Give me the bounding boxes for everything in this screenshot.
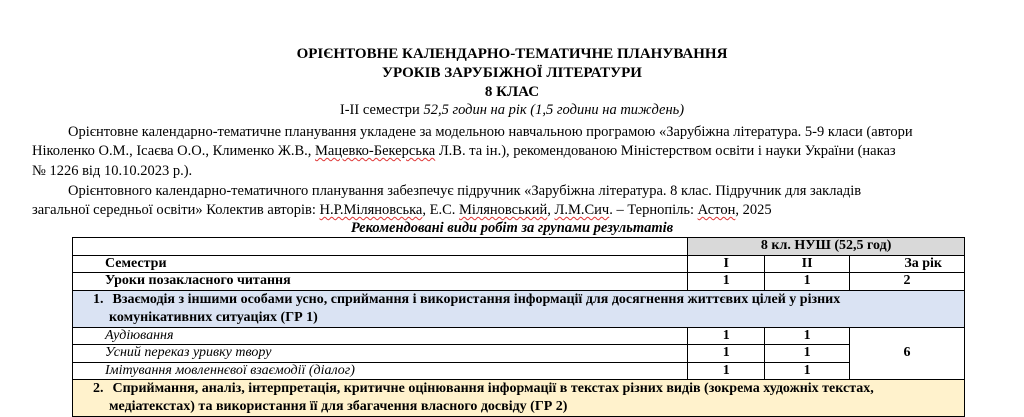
section-number: 2.: [93, 381, 104, 396]
row-c1: 1: [688, 273, 765, 291]
section-1-row: [73, 290, 965, 327]
para1-line2: [32, 143, 896, 160]
text: Л.М.Сич: [554, 202, 610, 218]
table-caption: Рекомендовані види робіт за групами результатів: [350, 220, 674, 236]
row-label: Уроки позакласного читання: [73, 273, 688, 291]
hours-prefix: І-ІІ семестри: [339, 102, 420, 118]
semesters-label: Семестри: [73, 255, 688, 273]
semester-2-header: ІІ: [765, 255, 850, 273]
semester-1-header: І: [688, 255, 765, 273]
doc-title-grade: 8 КЛАС: [484, 84, 540, 100]
section-text: медіатекстах) та використання її для збагачення власного досвіду (ГР 2): [109, 399, 568, 414]
row-c1: 1: [688, 362, 765, 380]
row-c1: 1: [688, 345, 765, 363]
row-c1: 1: [688, 327, 765, 345]
text: Мацевко-Бекерська: [315, 143, 436, 159]
section-text: Взаємодія з іншими особами усно, сприймання і використання інформації для досягнення життєвих цілей у різних: [112, 291, 841, 307]
text: Н.Р.Міляновська: [319, 202, 423, 218]
text: , Е.С.: [422, 202, 460, 218]
text: ,: [547, 202, 555, 218]
section-text: Сприймання, аналіз, інтерпретація, критичне оцінювання інформації в текстах різних видів (зокрема художніх текстах,: [112, 381, 874, 396]
section-1-total: 6: [850, 327, 965, 380]
hours-detail: 52,5 годин на рік (1,5 години на тиждень): [423, 102, 685, 118]
hours-line: [0, 102, 1024, 119]
text: Астон: [697, 202, 736, 218]
row-label: Імітування мовленнєвої взаємодії (діалог): [73, 362, 688, 380]
row-c3: 2: [850, 273, 965, 291]
row-c2: 1: [765, 345, 850, 363]
row-c2: 1: [765, 327, 850, 345]
group-header: [688, 238, 965, 256]
empty-cell: [73, 238, 688, 256]
row-c2: 1: [765, 362, 850, 380]
para1-line3: № 1226 від 10.10.2023 р.).: [32, 163, 193, 179]
table-header-row: [73, 255, 965, 273]
text: 8 кл.: [760, 238, 791, 254]
section-1-heading: [73, 290, 965, 327]
table-row: [73, 327, 965, 345]
section-text: комунікативних ситуаціях (ГР 1): [109, 309, 318, 325]
section-number: 1.: [93, 291, 104, 307]
doc-title-line1: ОРІЄНТОВНЕ КАЛЕНДАРНО-ТЕМАТИЧНЕ ПЛАНУВАННЯ: [296, 46, 728, 62]
row-label: Аудіювання: [73, 327, 688, 345]
table-row: [73, 273, 965, 291]
section-2-heading: [73, 380, 965, 417]
para2-line2: [32, 202, 772, 219]
para2-line1: Орієнтовного календарно-тематичного планування забезпечує підручник «Зарубіжна література. 8 клас. Підручник для закладів: [68, 183, 862, 199]
table-group-header-row: [73, 238, 965, 256]
results-table: [72, 237, 965, 417]
text: , 2025: [735, 202, 772, 218]
text: Л.В. та ін.), рекомендованою Міністерством освіти і науки України (наказ: [435, 143, 896, 159]
year-header: За рік: [850, 255, 965, 273]
section-2-row: [73, 380, 965, 417]
table-row: [73, 362, 965, 380]
doc-title-line2: УРОКІВ ЗАРУБІЖНОЇ ЛІТЕРАТУРИ: [382, 65, 642, 81]
table-row: [73, 345, 965, 363]
text: загальної середньої освіти» Колектив авторів:: [32, 202, 320, 218]
text: Ніколенко О.М., Ісаєва О.О., Клименко Ж.В.,: [32, 143, 315, 159]
row-c2: 1: [765, 273, 850, 291]
text: . – Тернопіль:: [609, 202, 698, 218]
text: НУШ (52,5 год): [790, 238, 892, 254]
text: Міляновський: [459, 202, 548, 218]
row-label: Усний переказ уривку твору: [73, 345, 688, 363]
para1-line1: Орієнтовне календарно-тематичне планування укладене за модельною навчальною програмою «Зарубіжна література. 5-9 класи (автори: [68, 124, 913, 140]
